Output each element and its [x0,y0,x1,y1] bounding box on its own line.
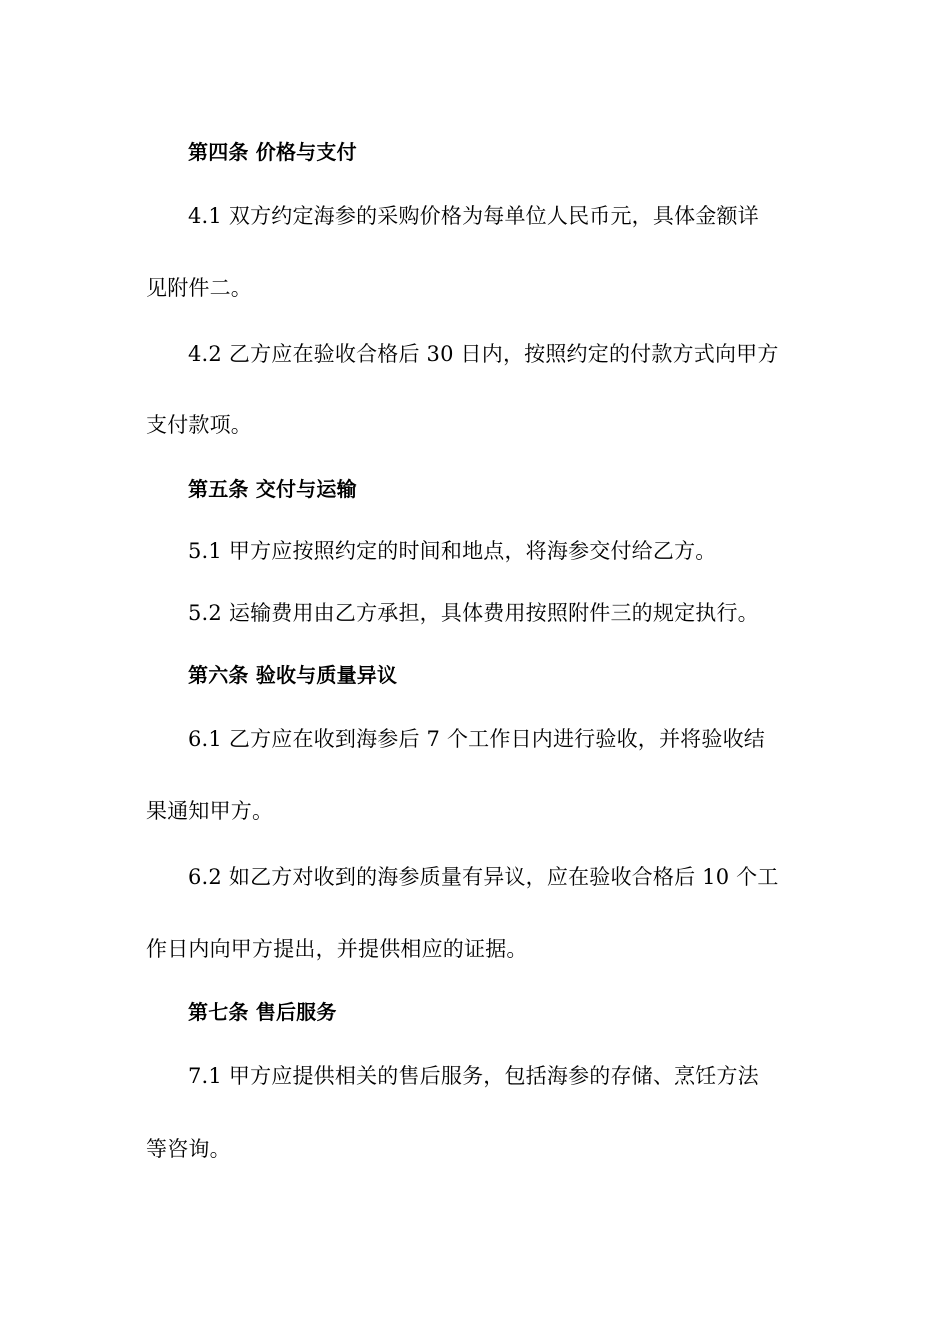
clause-5-1: 5.1 甲方应按照约定的时间和地点，将海参交付给乙方。 [188,539,717,563]
section-heading-6: 第六条 验收与质量异议 [188,663,398,687]
clause-5-2: 5.2 运输费用由乙方承担，具体费用按照附件三的规定执行。 [188,601,759,625]
section-heading-5: 第五条 交付与运输 [188,477,357,501]
clause-6-2-line-1: 6.2 如乙方对收到的海参质量有异议，应在验收合格后 10 个工 [188,865,779,889]
clause-4-1-line-2: 见附件二。 [146,276,252,300]
clause-6-1-line-2: 果通知甲方。 [146,799,274,823]
clause-7-1-line-1: 7.1 甲方应提供相关的售后服务，包括海参的存储、烹饪方法 [188,1064,759,1088]
section-heading-4: 第四条 价格与支付 [188,140,357,164]
clause-6-2-line-2: 作日内向甲方提出，并提供相应的证据。 [146,937,528,961]
clause-7-1-line-2: 等咨询。 [146,1137,231,1161]
clause-4-2-line-1: 4.2 乙方应在验收合格后 30 日内，按照约定的付款方式向甲方 [188,342,779,366]
clause-6-1-line-1: 6.1 乙方应在收到海参后 7 个工作日内进行验收，并将验收结 [188,727,765,751]
clause-4-2-line-2: 支付款项。 [146,413,252,437]
clause-4-1-line-1: 4.1 双方约定海参的采购价格为每单位人民币元，具体金额详 [188,204,759,228]
section-heading-7: 第七条 售后服务 [188,1000,337,1024]
